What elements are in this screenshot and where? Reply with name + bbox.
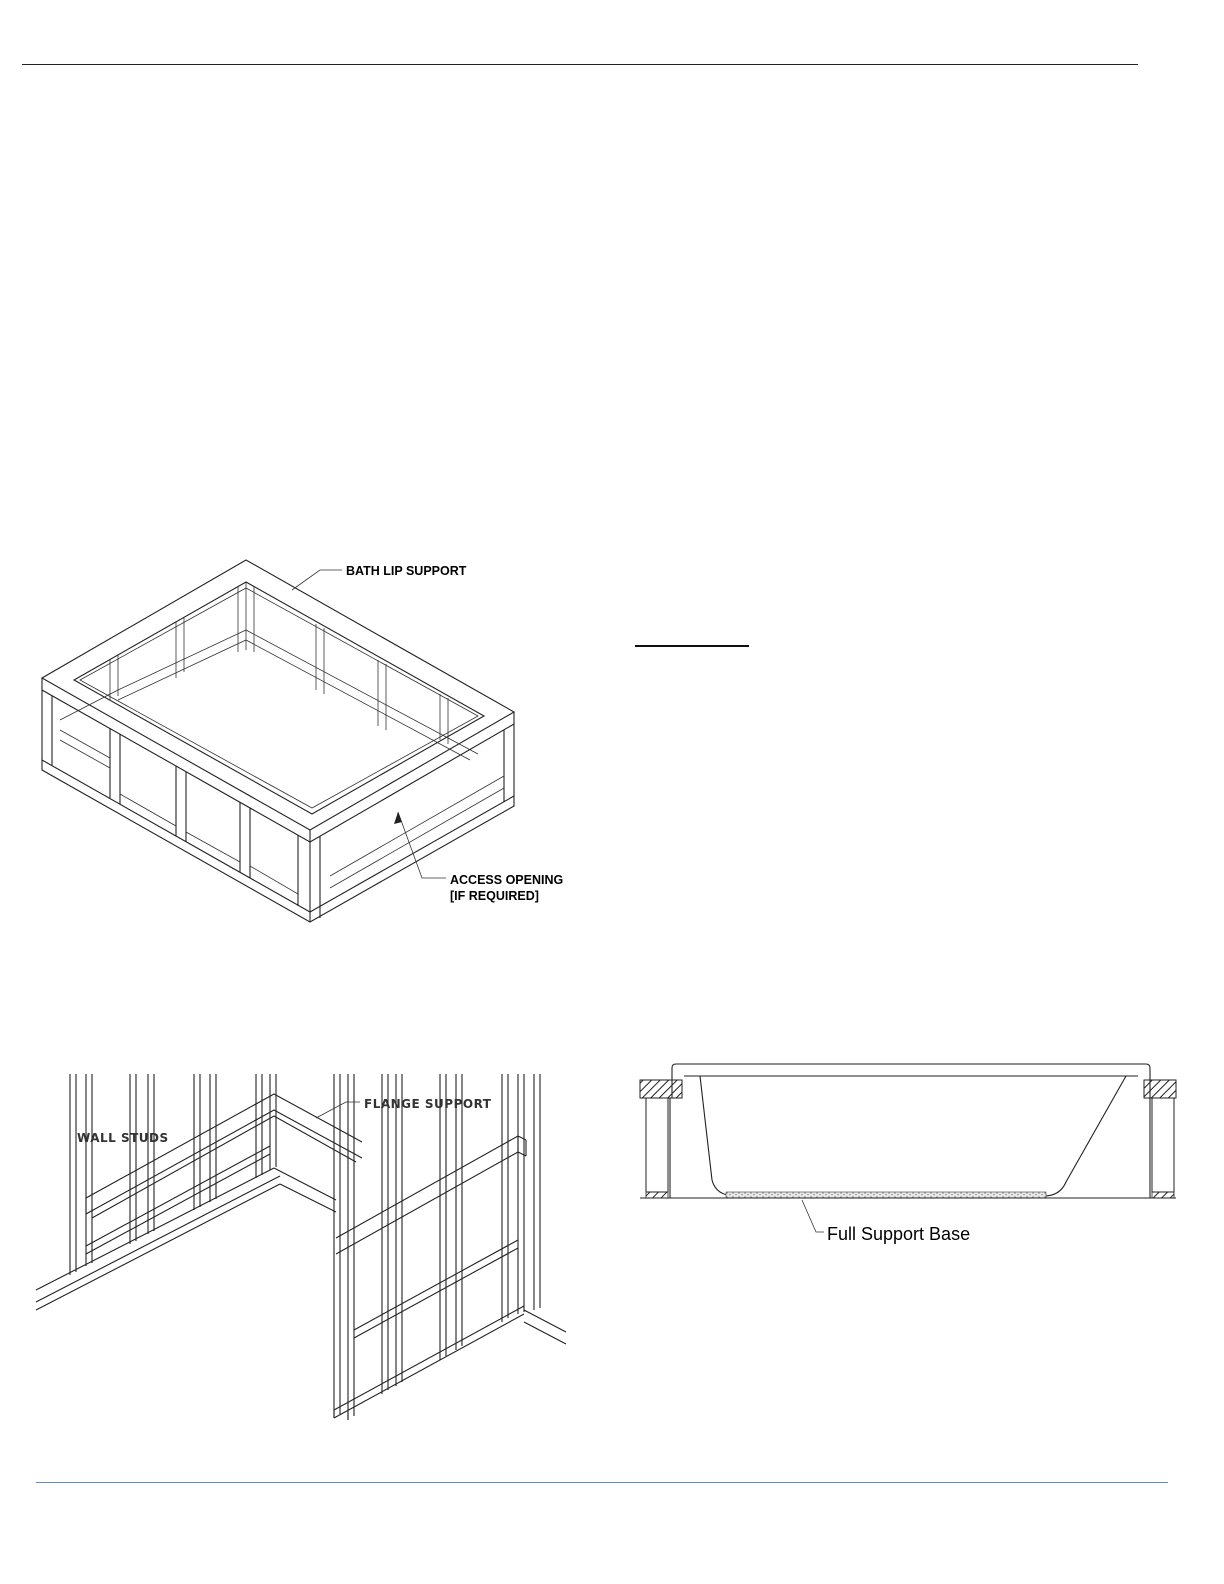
access-opening-label: ACCESS OPENING: [450, 873, 564, 887]
access-opening-note: [IF REQUIRED]: [450, 889, 539, 903]
support-base-leader: [802, 1200, 824, 1232]
full-support-base: [726, 1192, 1046, 1198]
bath-lip-leader: [292, 570, 342, 590]
left-post: [646, 1098, 668, 1192]
tub-section-diagram: [630, 1056, 1190, 1256]
flange-support-leader: [316, 1102, 360, 1118]
tub-body: [700, 1076, 1126, 1196]
arrowhead-icon: [394, 812, 402, 824]
right-flange-beam: [336, 1136, 526, 1338]
front-studs: [60, 728, 298, 894]
left-ledger: [640, 1080, 682, 1098]
right-ledger: [1144, 1080, 1176, 1098]
frame-outline: [42, 560, 514, 922]
left-wall-studs: [70, 1074, 276, 1275]
bath-frame-diagram: [0, 540, 600, 940]
bottom-rule: [36, 1482, 1168, 1483]
flange-support-label: FLANGE SUPPORT: [364, 1097, 492, 1111]
tub-lip: [672, 1064, 1150, 1098]
wall-studs-label: WALL STUDS: [77, 1131, 169, 1145]
bath-lip-support-label: BATH LIP SUPPORT: [346, 564, 467, 578]
full-support-base-label: Full Support Base: [827, 1224, 971, 1244]
left-flange-beam: [86, 1094, 362, 1254]
right-post: [1152, 1098, 1174, 1192]
back-studs: [60, 582, 478, 760]
wall-studs-diagram: [0, 1060, 600, 1440]
section-underline: [635, 645, 749, 647]
floor-plates: [36, 1168, 566, 1344]
top-rule: [22, 64, 1138, 65]
right-wall-studs: [334, 1074, 540, 1420]
